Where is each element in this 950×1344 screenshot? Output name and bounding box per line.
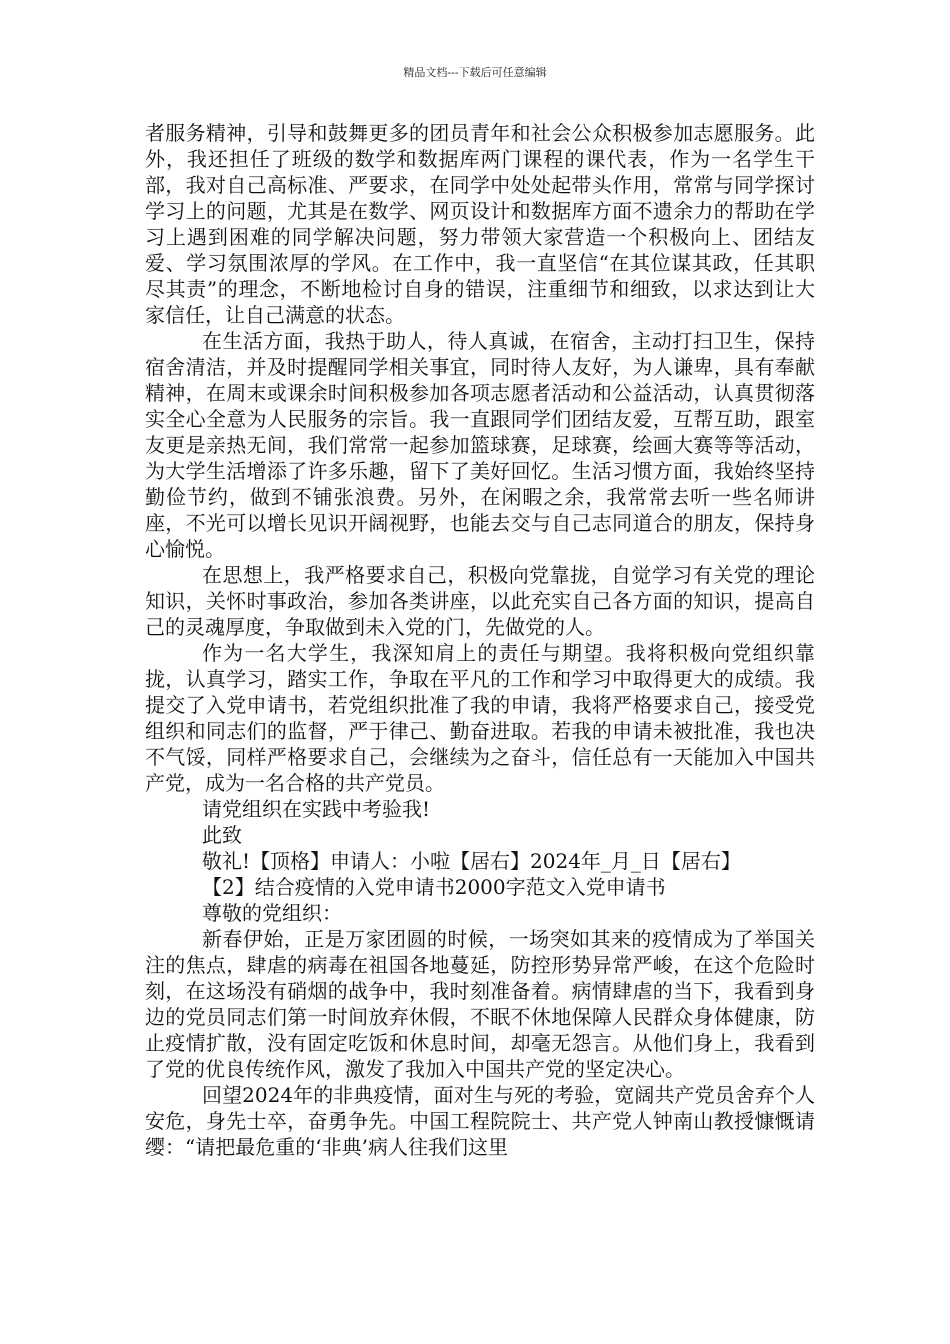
paragraph-responsibility: 作为一名大学生，我深知肩上的责任与期望。我将积极向党组织靠拢，认真学习，踏实工作，争取在平凡的工作和学习中取得更大的成绩。我提交了入党申请书，若党组织批准了我的申请，我将严格要求自己，接受党组织和同志们的监督，严于律己、勤奋进取。若我的申请未被批准，我也决不气馁，同样严格要求自己，会继续为之奋斗，信任总有一天能加入中国共产党，成为一名合格的共产党员。 — [145, 641, 815, 795]
paragraph-life: 在生活方面，我热于助人，待人真诚，在宿舍，主动打扫卫生，保持宿舍清洁，并及时提醒同学相关事宜，同时待人友好，为人谦卑，具有奉献精神，在周末或课余时间积极参加各项志愿者活动和公益活动，认真贯彻落实全心全意为人民服务的宗旨。我一直跟同学们团结友爱，互帮互助，跟室友更是亲热无间，我们常常一起参加篮球赛，足球赛，绘画大赛等等活动，为大学生活增添了许多乐趣，留下了美好回忆。生活习惯方面，我始终坚持勤俭节约，做到不铺张浪费。另外，在闲暇之余，我常常去听一些名师讲座，不光可以增长见识开阔视野，也能去交与自己志同道合的朋友，保持身心愉悦。 — [145, 329, 815, 561]
section-title: 【2】结合疫情的入党申请书2000字范文入党申请书 — [202, 875, 666, 899]
paragraph-thought: 在思想上，我严格要求自己，积极向党靠拢，自觉学习有关党的理论知识，关怀时事政治，参加各类讲座，以此充实自己各方面的知识，提高自己的灵魂厚度，争取做到未入党的门，先做党的人。 — [145, 563, 815, 639]
salutation-line: 此致 — [202, 823, 242, 847]
paragraph-1: 者服务精神，引导和鼓舞更多的团员青年和社会公众积极参加志愿服务。此外，我还担任了班级的数学和数据库两门课程的课代表，作为一名学生干部，我对自己高标准、严要求，在同学中处处起带头作用，常常与同学探讨学习上的问题，尤其是在数学、网页设计和数据库方面不遗余力的帮助在学习上遇到困难的同学解决问题，努力带领大家营造一个积极向上、团结友爱、学习氛围浓厚的学风。在工作中，我一直坚信“在其位谋其政，任其职尽其责”的理念，不断地检讨自身的错误，注重细节和细致，以求达到让大家信任，让自己满意的状态。 — [145, 121, 815, 327]
paragraph-sars: 回望2024年的非典疫情，面对生与死的考验，宽阔共产党员舍弃个人安危，身先士卒，奋勇争先。中国工程院院士、共产党人钟南山教授慷慨请缨：“请把最危重的‘非典’病人往我们这里 — [145, 1083, 815, 1159]
closing-line: 请党组织在实践中考验我! — [202, 797, 431, 821]
document-body — [145, 120, 815, 1160]
page-header: 精品文档---下载后可任意编辑 — [403, 66, 547, 79]
signature-line: 敬礼!【顶格】申请人：小啦【居右】2024年_月_日【居右】 — [202, 849, 741, 873]
greeting-line: 尊敬的党组织： — [202, 901, 342, 925]
paragraph-epidemic: 新春伊始，正是万家团圆的时候，一场突如其来的疫情成为了举国关注的焦点，肆虐的病毒在祖国各地蔓延，防控形势异常严峻，在这个危险时刻，在这场没有硝烟的战争中，我时刻准备着。病情肆虐的当下，我看到身边的党员同志们第一时间放弃休假，不眠不休地保障人民群众身体健康，防止疫情扩散，没有固定吃饭和休息时间，却毫无怨言。从他们身上，我看到了党的优良传统作风，激发了我加入中国共产党的坚定决心。 — [145, 927, 815, 1081]
